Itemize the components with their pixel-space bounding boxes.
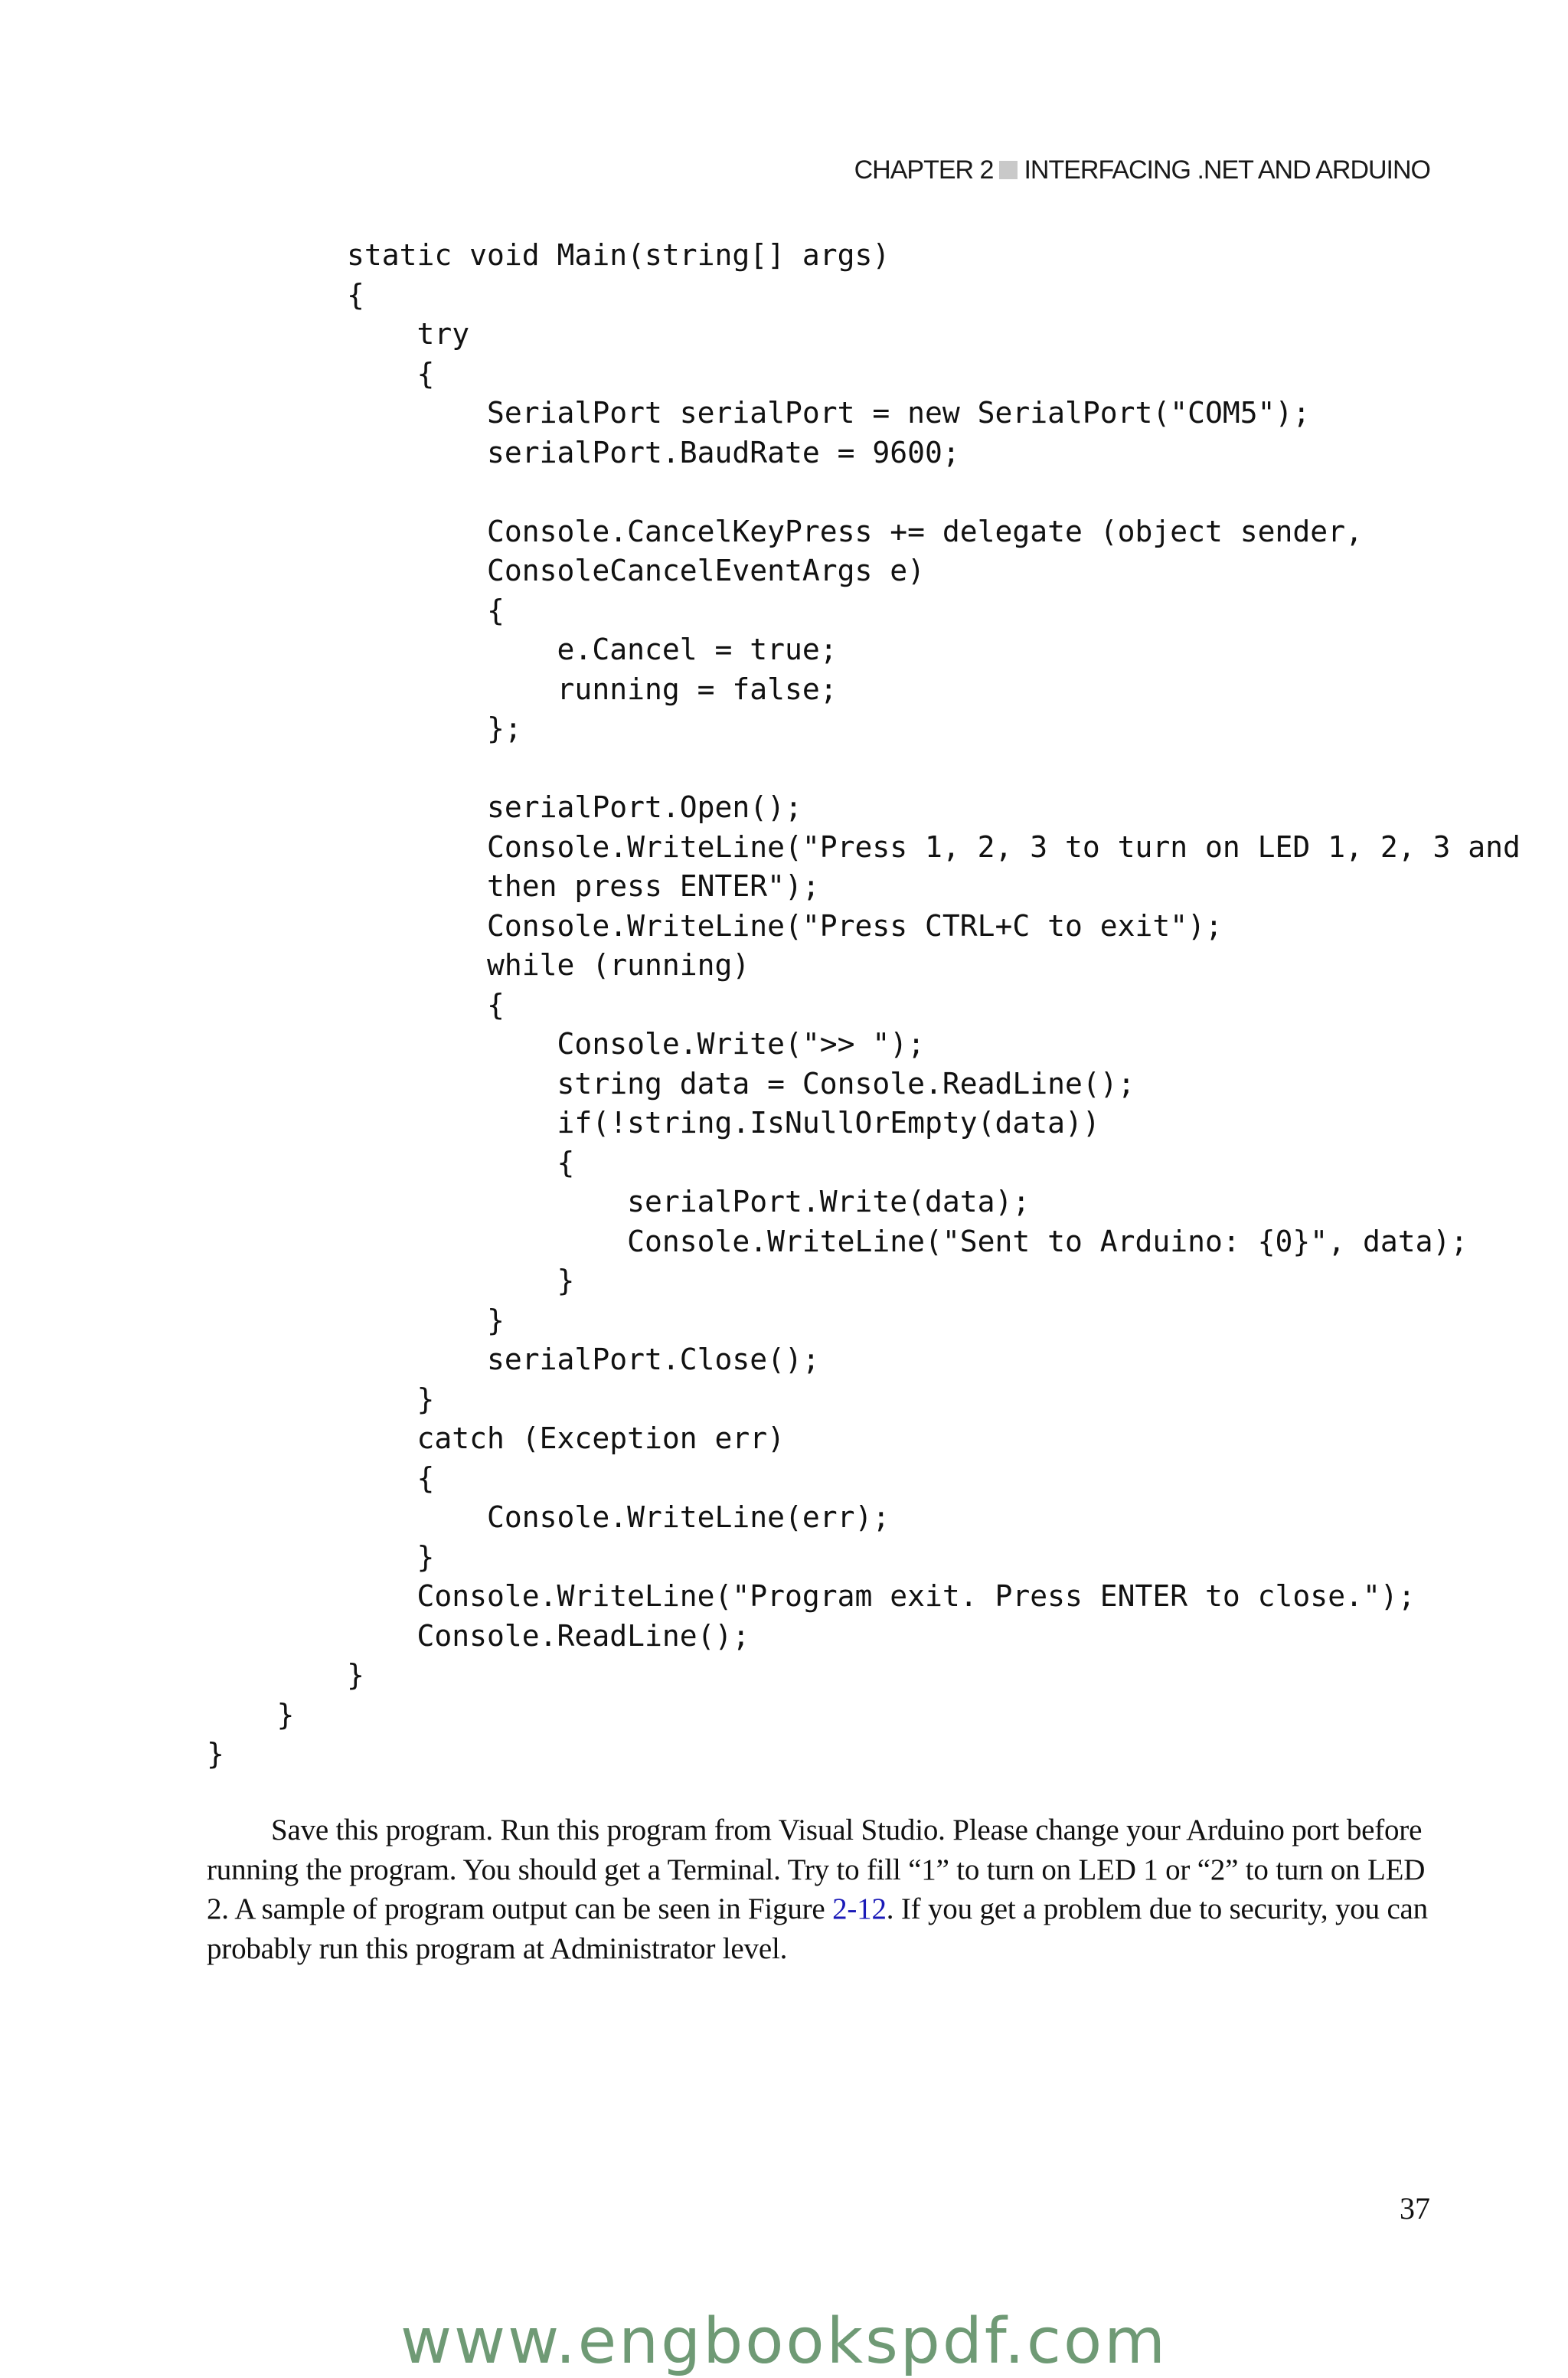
code-line: { <box>207 1460 435 1495</box>
code-line: Console.WriteLine("Press 1, 2, 3 to turn on LED 1, 2, 3 and <box>207 829 1521 864</box>
watermark: www.engbookspdf.com <box>400 2305 1168 2378</box>
code-line: static void Main(string[] args) <box>207 238 890 272</box>
code-line: Console.CancelKeyPress += delegate (object sender, <box>207 514 1363 548</box>
code-line: ConsoleCancelEventArgs e) <box>207 554 925 587</box>
code-line: Console.WriteLine("Press CTRL+C to exit"); <box>207 908 1223 943</box>
code-line: if(!string.IsNullOrEmpty(data)) <box>207 1106 1100 1140</box>
code-line: Console.WriteLine("Program exit. Press ENTER to close."); <box>207 1579 1416 1613</box>
code-line <box>207 749 1521 789</box>
code-line: } <box>207 1382 435 1416</box>
code-line: } <box>207 1303 505 1337</box>
paragraph-text-start: Save this program. Run this program from Visual Studio. Please change your Arduino port before running the program. You should get a Terminal. Try to fill “1” to turn on LED 1 or “2” to turn on LED 2. A sample of program output can be seen in Figure <box>207 1814 1426 1925</box>
code-line: serialPort.Close(); <box>207 1343 820 1376</box>
code-line: Console.WriteLine("Sent to Arduino: {0}", data); <box>207 1224 1468 1258</box>
code-line: { <box>207 1145 575 1179</box>
code-line: try <box>207 317 470 351</box>
code-line: { <box>207 593 505 627</box>
paragraph-text-end: . If you get a problem due to security, you can probably run this program at Administrator level. <box>207 1892 1428 1965</box>
code-line: } <box>207 1658 364 1692</box>
code-line: { <box>207 277 364 312</box>
running-head <box>854 155 1430 185</box>
square-separator-icon <box>999 161 1018 179</box>
code-line: Console.WriteLine(err); <box>207 1500 890 1534</box>
code-line: serialPort.Write(data); <box>207 1185 1031 1218</box>
code-line: serialPort.BaudRate = 9600; <box>207 435 960 469</box>
code-line: string data = Console.ReadLine(); <box>207 1066 1135 1101</box>
code-line: { <box>207 987 505 1022</box>
code-line: Console.ReadLine(); <box>207 1618 750 1653</box>
code-line: } <box>207 1737 224 1771</box>
chapter-label: CHAPTER 2 <box>854 155 994 185</box>
figure-link[interactable]: 2-12 <box>832 1892 887 1925</box>
code-line: running = false; <box>207 672 838 706</box>
chapter-title: INTERFACING .NET AND ARDUINO <box>1024 155 1430 185</box>
code-line: then press ENTER"); <box>207 869 820 903</box>
code-line: } <box>207 1264 575 1297</box>
code-line: serialPort.Open(); <box>207 790 802 824</box>
code-line: SerialPort serialPort = new SerialPort("COM5"); <box>207 396 1311 430</box>
code-line: } <box>207 1539 435 1574</box>
page-number: 37 <box>1400 2191 1430 2226</box>
code-line: { <box>207 356 435 391</box>
code-line: catch (Exception err) <box>207 1421 785 1455</box>
code-line <box>207 473 1521 512</box>
code-line: Console.Write(">> "); <box>207 1027 925 1061</box>
code-line: while (running) <box>207 948 750 982</box>
code-listing <box>207 236 1521 1775</box>
body-paragraph <box>207 1810 1432 1968</box>
code-line: }; <box>207 711 522 745</box>
code-line: } <box>207 1697 295 1732</box>
code-line: e.Cancel = true; <box>207 633 838 666</box>
